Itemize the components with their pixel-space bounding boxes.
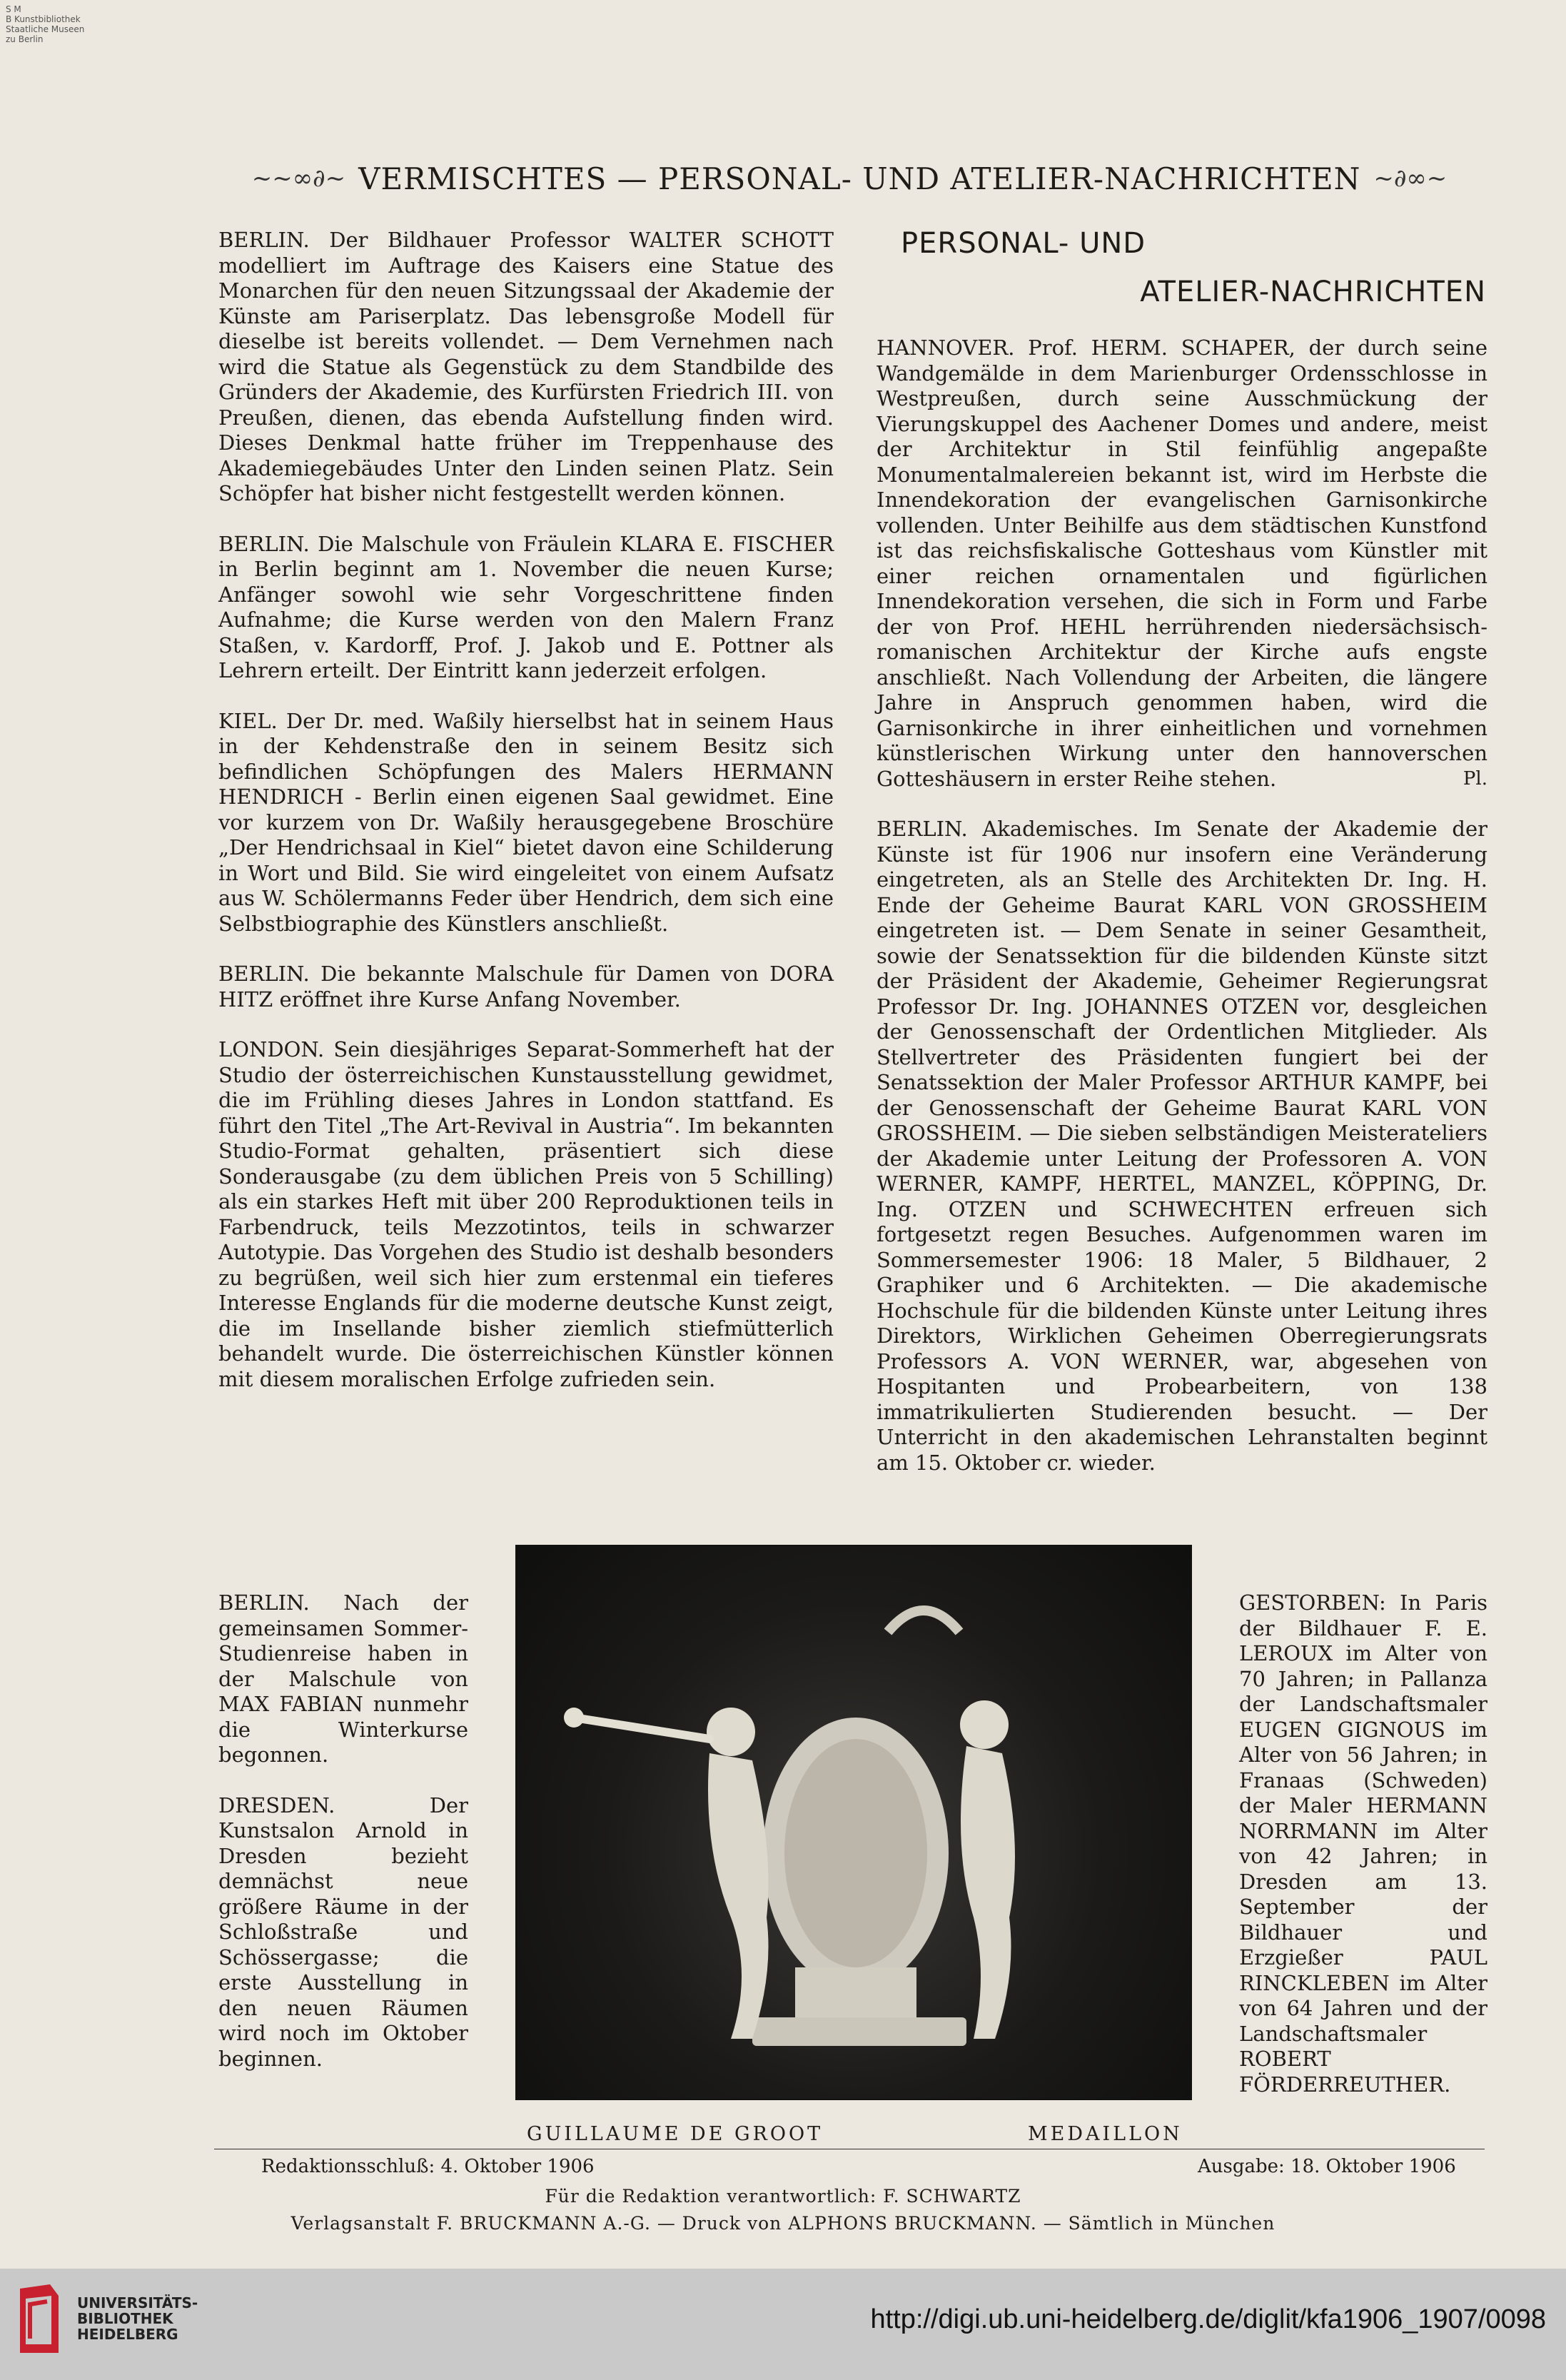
article-berlin-fischer: BERLIN. Die Malschule von Fräulein KLARA E. FISCHER in Berlin beginnt am 1. November die neuen Kurse; Anfänger sowohl wie sehr Vorgeschrittene finden Aufnahme; die Kurse werden von den Malern Franz Staßen, v. Kardorff, Prof. J. Jakob und E. Pottner als Lehrern erteilt. Der Eintritt kann jederzeit erfolgen.	[218, 531, 834, 682]
right-column	[877, 336, 1487, 1476]
right-lower-column	[1239, 1590, 1487, 2097]
stamp-line: S M	[6, 4, 21, 14]
page-header	[214, 158, 1485, 198]
article-kiel: KIEL. Der Dr. med. Waßily hierselbst hat in seinem Haus in der Kehdenstraße den in seinem Besitz sich befindlichen Schöpfungen des Malers HERMANN HENDRICH - Berlin einen eigenen Saal gewidmet. Eine vor kurzem von Dr. Waßily herausgegebene Broschüre „Der Hendrichsaal in Kiel“ bietet davon eine Schilderung in Wort und Bild. Sie wird eingeleitet von einem Aufsatz aus W. Schölermanns Feder über Hendrich, dem sich eine Selbstbiographie des Künstlers anschließt.	[218, 708, 834, 936]
page-title: VERMISCHTES — PERSONAL- UND ATELIER-NACHRICHTEN	[358, 161, 1361, 196]
article-hannover: HANNOVER. Prof. HERM. SCHAPER, der durch seine Wandgemälde in dem Marienburger Ordensschlosse in Westpreußen, durch seine Ausschmückung der Vierungskuppel des Aachener Domes und andere, meist der Architektur in Stil feinfühlig angepaßte Monumentalmalereien bekannt ist, wird im Herbste die Innendekoration der evangelischen Garnisonkirche vollenden. Unter Beihilfe aus dem städtischen Kunstfond ist das reichsfiskalische Gotteshaus vom Künstler mit einer reichen ornamentalen und figürlichen Innendekoration versehen, die sich in Form und Farbe der von Prof. HEHL herrührenden niedersächsisch-romanischen Architektur der Kirche aufs engste anschließt. Nach Vollendung der Arbeiten, die längere Jahre in Anspruch genommen haben, wird die Garnisonkirche in ihrer einheitlichen und vornehmen künstlerischen Wirkung unter den hannoverschen Gotteshäusern in erster Reihe stehen. Pl.	[877, 336, 1487, 791]
section-heading	[901, 227, 1486, 308]
footer-editor: Für die Redaktion verantwortlich: F. SCHWARTZ	[545, 2186, 1021, 2207]
left-column	[218, 228, 834, 1392]
left-lower-column	[218, 1590, 468, 2072]
photo-medallion-sculpture	[515, 1545, 1192, 2100]
section-heading-line1: PERSONAL- UND	[901, 227, 1146, 260]
university-library-logo[interactable]	[16, 2281, 198, 2356]
article-berlin-fabian: BERLIN. Nach der gemeinsamen Sommer-Studienreise haben in der Malschule von MAX FABIAN nunmehr die Winterkurse begonnen.	[218, 1590, 468, 1767]
permalink-url[interactable]: http://digi.ub.uni-heidelberg.de/diglit/kfa1906_1907/0098	[870, 2304, 1546, 2334]
stamp-line: B Kunstbibliothek	[6, 14, 81, 24]
section-heading-line2: ATELIER-NACHRICHTEN	[1140, 276, 1486, 308]
ornament-left: ~~∞∂~	[251, 164, 346, 193]
library-name: UNIVERSITÄTS- BIBLIOTHEK HEIDELBERG	[77, 2294, 198, 2343]
footer-issue-date: Ausgabe: 18. Oktober 1906	[1198, 2156, 1456, 2177]
article-gestorben: GESTORBEN: In Paris der Bildhauer F. E. LEROUX im Alter von 70 Jahren; in Pallanza der Landschaftsmaler EUGEN GIGNOUS im Alter von 56 Jahren; in Franaas (Schweden) der Maler HERMANN NORRMANN im Alter von 42 Jahren; in Dresden am 13. September der Bildhauer und Erzgießer PAUL RINCKLEBEN im Alter von 64 Jahren und der Landschaftsmaler ROBERT FÖRDERREUTHER.	[1239, 1590, 1487, 2097]
stamp-line: zu Berlin	[6, 34, 44, 44]
signature: Pl.	[1463, 767, 1487, 790]
caption-title: MEDAILLON	[1028, 2123, 1183, 2145]
viewer-footer-bar	[0, 2269, 1566, 2380]
sculpture-image	[517, 1546, 1191, 2099]
footer-editorial-deadline: Redaktionsschluß: 4. Oktober 1906	[261, 2156, 595, 2177]
article-dresden: DRESDEN. Der Kunstsalon Arnold in Dresden bezieht demnächst neue größere Räume in der Schloßstraße und Schössergasse; die erste Ausstellung in den neuen Räumen wird noch im Oktober beginnen.	[218, 1792, 468, 2071]
article-berlin-schott: BERLIN. Der Bildhauer Professor WALTER SCHOTT modelliert im Auftrage des Kaisers eine Statue des Monarchen für den neuen Sitzungssaal der Akademie der Künste am Pariserplatz. Das lebensgroße Modell für dieselbe ist bereits vollendet. — Dem Vernehmen nach wird die Statue als Gegenstück zu dem Standbilde des Gründers der Akademie, des Kurfürsten Friedrich III. von Preußen, dienen, das ebenda Aufstellung finden wird. Dieses Denkmal hatte früher im Treppenhause des Akademiegebäudes Unter den Linden seinen Platz. Sein Schöpfer hat bisher nicht festgestellt werden können.	[218, 228, 834, 505]
caption-artist: GUILLAUME DE GROOT	[527, 2123, 824, 2145]
library-stamp	[6, 4, 84, 44]
library-logo-icon	[16, 2281, 64, 2356]
article-berlin-hitz: BERLIN. Die bekannte Malschule für Damen von DORA HITZ eröffnet ihre Kurse Anfang November.	[218, 962, 834, 1012]
stamp-line: Staatliche Museen	[6, 24, 85, 34]
article-london: LONDON. Sein diesjähriges Separat-Sommerheft hat der Studio der österreichischen Kunstausstellung gewidmet, die im Frühling dieses Jahres in London stattfand. Es führt den Titel „The Art-Revival in Austria“. Im bekannten Studio-Format gehalten, präsentiert sich diese Sonderausgabe (zu dem üblichen Preis von 5 Schilling) als ein starkes Heft mit über 200 Reproduktionen teils in Farbendruck, teils Mezzotintos, teils in schwarzer Autotypie. Das Vorgehen des Studio ist deshalb besonders zu begrüßen, weil sich hier zum erstenmal ein tieferes Interesse Englands für die moderne deutsche Kunst zeigt, die im Insellande bisher ziemlich stiefmütterlich behandelt wurde. Die österreichischen Künstler können mit diesem moralischen Erfolge zufrieden sein.	[218, 1037, 834, 1391]
footer-publisher: Verlagsanstalt F. BRUCKMANN A.-G. — Druck von ALPHONS BRUCKMANN. — Sämtlich in München	[291, 2213, 1275, 2234]
article-akademisches: BERLIN. Akademisches. Im Senate der Akademie der Künste ist für 1906 nur insofern eine Veränderung eingetreten, als an Stelle des Architekten Dr. Ing. H. Ende der Geheime Baurat KARL VON GROSSHEIM eingetreten ist. — Dem Senate in seiner Gesamtheit, sowie der Senatssektion für die bildenden Künste sitzt der Präsident der Akademie, Geheimer Regierungsrat Professor Dr. Ing. JOHANNES OTZEN vor, desgleichen der Genossenschaft der Ordentlichen Mitglieder. Als Stellvertreter des Präsidenten fungiert bei der Senatssektion der Maler Professor ARTHUR KAMPF, bei der Genossenschaft der Geheime Baurat KARL VON GROSSHEIM. — Die sieben selbständigen Meisterateliers der Akademie unter Leitung der Professoren A. VON WERNER, KAMPF, HERTEL, MANZEL, KÖPPING, Dr. Ing. OTZEN und SCHWECHTEN erfreuen sich fortgesetzt regen Besuches. Aufgenommen waren im Sommersemester 1906: 18 Maler, 5 Bildhauer, 2 Graphiker und 6 Architekten. — Die akademische Hochschule für die bildenden Künste unter Leitung ihres Direktors, Wirklichen Geheimen Oberregierungsrats Professors A. VON WERNER, war, abgesehen von Hospitanten und Probearbeitern, von 138 immatrikulierten Studierenden besucht. — Der Unterricht in den akademischen Lehranstalten beginnt am 15. Oktober cr. wieder.	[877, 817, 1487, 1475]
ornament-right: ~∂∞~	[1373, 164, 1448, 193]
